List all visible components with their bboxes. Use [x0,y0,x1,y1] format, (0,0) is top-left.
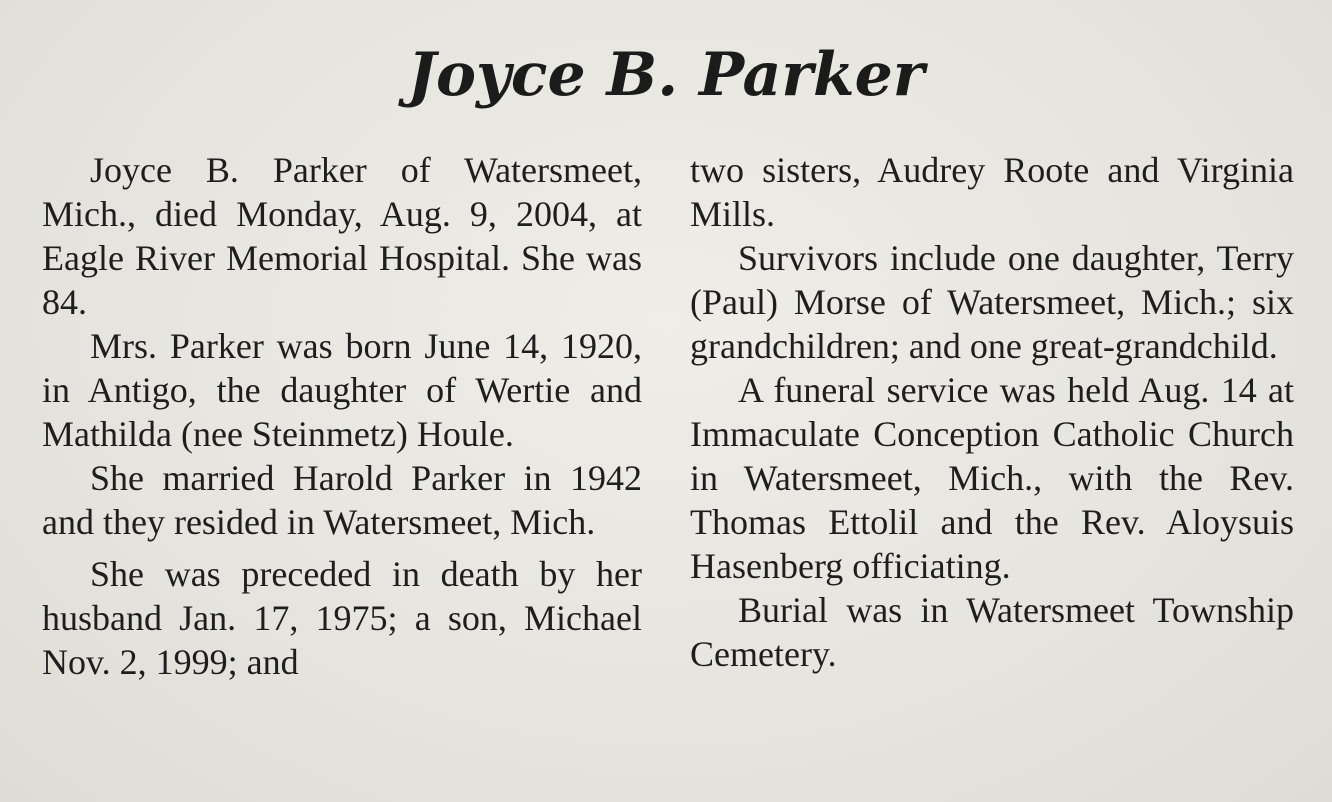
paragraph-survivors: Survivors include one daughter, Terry (Paul) Morse of Watersmeet, Mich.; six grandchildren; and one great-grandchild. [690,238,1294,366]
paragraph-birth: Mrs. Parker was born June 14, 1920, in Antigo, the daughter of Wertie and Mathilda (nee Steinmetz) Houle. [42,326,642,454]
left-column [42,148,642,684]
paragraph-preceded-in-death: She was preceded in death by her husband Jan. 17, 1975; a son, Michael Nov. 2, 1999; and [42,554,642,682]
paragraph-marriage: She married Harold Parker in 1942 and they resided in Watersmeet, Mich. [42,458,642,542]
paragraph-continuation: two sisters, Audrey Roote and Virginia Mills. [690,150,1294,234]
obituary-headline: Joyce B. Parker [407,40,925,110]
paragraph-funeral-service: A funeral service was held Aug. 14 at Immaculate Conception Catholic Church in Watersmeet, Mich., with the Rev. Thomas Ettolil and the Rev. Aloysuis Hasenberg officiating. [690,370,1294,586]
right-column [690,148,1294,676]
paragraph-burial: Burial was in Watersmeet Township Cemetery. [690,590,1294,674]
paragraph-death-notice: Joyce B. Parker of Watersmeet, Mich., died Monday, Aug. 9, 2004, at Eagle River Memorial Hospital. She was 84. [42,150,642,322]
